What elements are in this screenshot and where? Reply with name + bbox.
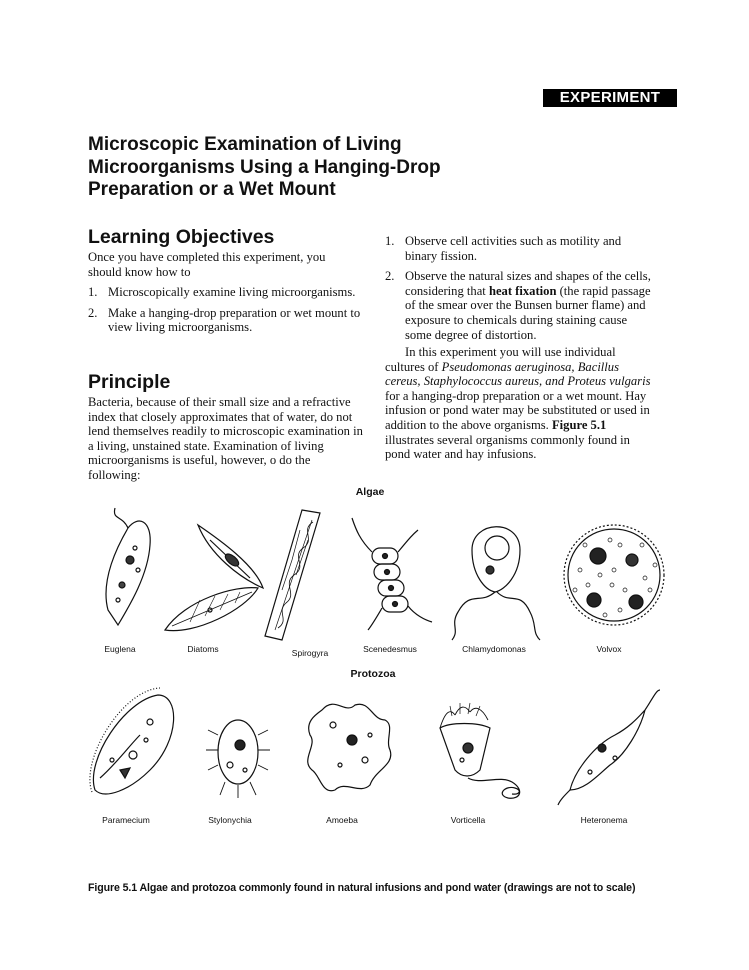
list-item: 2. Observe the natural sizes and shapes of the cells, considering that heat fixation (the rapid passage of the smear over the Bunsen burner flame) and exposure to chemicals during staining cause some degree of distortion. — [385, 269, 651, 342]
principle-heading: Principle — [88, 371, 171, 393]
figure-label: Volvox — [596, 644, 622, 654]
paramecium-drawing — [90, 688, 174, 794]
figure-label: Heteronema — [580, 815, 628, 825]
figure-label: Chlamydomonas — [462, 644, 526, 654]
list-item: 1. Observe cell activities such as motility and binary fission. — [385, 234, 622, 263]
list-item: 2. Make a hanging-drop preparation or wet mount to view living microorganisms. — [88, 305, 361, 335]
protozoa-heading: Protozoa — [350, 668, 396, 680]
experiment-paragraph: In this experiment you will use individual cultures of Pseudomonas aeruginosa, Bacillus cereus, Staphylococcus aureus, and Proteus vulgaris for a hanging-drop preparation or a wet mount. Hay infusion or pond water may be substituted or used in addition to the above organisms. Figure 5.1 illustrates several organisms commonly found in pond water and hay infusions. — [385, 345, 651, 462]
chlamydomonas-drawing — [452, 527, 540, 640]
figure-caption: Figure 5.1 Algae and protozoa commonly found in natural infusions and pond water (drawings are not to scale) — [88, 882, 636, 894]
principle-text: Bacteria, because of their small size and a refractive index that closely approximates that of water, do not lend themselves readily to microscopic examination in a living, unstained state. Examination of living microorganisms is useful, however, o do the following: — [88, 395, 363, 482]
volvox-drawing — [564, 525, 664, 625]
learning-objectives-heading: Learning Objectives — [88, 226, 275, 248]
algae-heading: Algae — [355, 486, 385, 498]
stylonychia-drawing — [206, 720, 270, 798]
learning-intro: Once you have completed this experiment, you should know how to — [88, 250, 326, 279]
list-item: 1. Microscopically examine living microorganisms. — [88, 285, 356, 299]
figure-label: Euglena — [104, 644, 136, 654]
figure-label: Stylonychia — [208, 815, 252, 825]
amoeba-drawing — [308, 704, 391, 791]
experiment-badge: EXPERIMENT — [543, 89, 677, 107]
page-title: Microscopic Examination of Living Microorganisms Using a Hanging-Drop Preparation or a Wet Mount — [88, 134, 441, 200]
figure-label: Amoeba — [326, 815, 358, 825]
figure-label: Spirogyra — [291, 648, 329, 658]
spirogyra-drawing — [265, 510, 320, 640]
diatoms-drawing — [165, 525, 263, 631]
figure-label: Scenedesmus — [363, 644, 417, 654]
scenedesmus-drawing — [352, 518, 432, 630]
figure-label: Diatoms — [187, 644, 219, 654]
figure-label: Paramecium — [102, 815, 150, 825]
euglena-drawing — [106, 508, 150, 625]
figure-label: Vorticella — [450, 815, 486, 825]
vorticella-drawing — [440, 703, 520, 798]
heteronema-drawing — [558, 690, 660, 805]
